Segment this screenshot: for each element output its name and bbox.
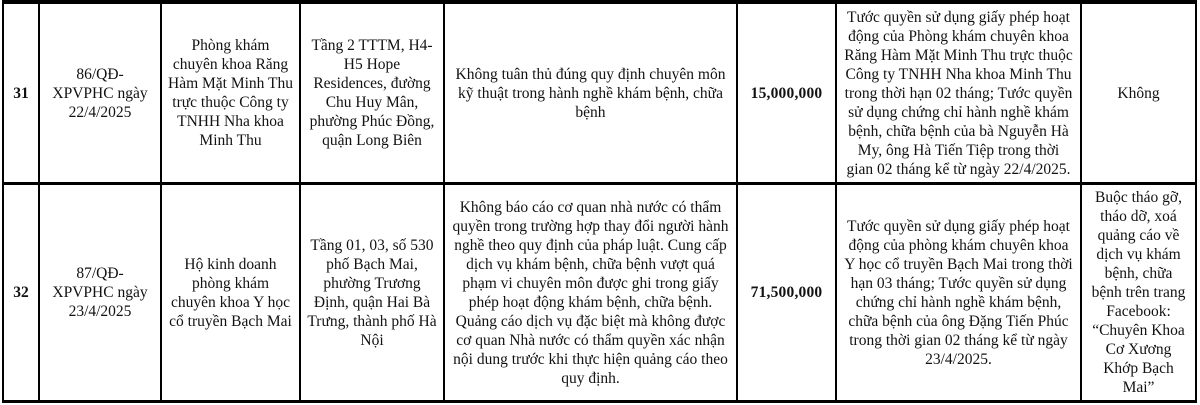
decision-number-cell: 86/QĐ-XPVPHC ngày 22/4/2025: [39, 2, 161, 184]
address-cell: Tầng 01, 03, số 530 phố Bạch Mai, phường Trương Định, quận Hai Bà Trưng, thành phố Hà Nội: [300, 184, 444, 402]
violation-cell: Không tuân thủ đúng quy định chuyên môn kỹ thuật trong hành nghề khám bệnh, chữa bệnh: [444, 2, 737, 184]
entity-name-cell: Phòng khám chuyên khoa Răng Hàm Mặt Minh Thu trực thuộc Công ty TNHH Nha khoa Minh Thu: [161, 2, 300, 184]
remedial-measure-cell: Buộc tháo gỡ, tháo dỡ, xoá quảng cáo về dịch vụ khám bệnh, chữa bệnh trên trang Facebook: “Chuyên Khoa Cơ Xương Khớp Bạch Mai”: [1081, 184, 1196, 402]
table-row: [3, 2, 1196, 184]
stt-cell: 32: [3, 184, 39, 402]
penalty-decisions-table: [2, 0, 1197, 403]
additional-penalty-cell: Tước quyền sử dụng giấy phép hoạt động của Phòng khám chuyên khoa Răng Hàm Mặt Minh Thu trực thuộc Công ty TNHH Nha khoa Minh Thu trong thời hạn 02 tháng; Tước quyền sử dụng chứng chỉ hành nghề khám bệnh, chữa bệnh của bà Nguyễn Hà My, ông Hà Tiến Tiệp trong thời gian 02 tháng kể từ ngày 22/4/2025.: [836, 2, 1081, 184]
fine-amount-cell: 15,000,000: [737, 2, 836, 184]
remedial-measure-cell: Không: [1081, 2, 1196, 184]
additional-penalty-cell: Tước quyền sử dụng giấy phép hoạt động của phòng khám chuyên khoa Y học cổ truyền Bạch Mai trong thời hạn 03 tháng; Tước quyền sử dụng chứng chỉ hành nghề khám bệnh, chữa bệnh của ông Đặng Tiến Phúc trong thời gian 02 tháng kể từ ngày 23/4/2025.: [836, 184, 1081, 402]
entity-name-cell: Hộ kinh doanh phòng khám chuyên khoa Y học cổ truyền Bạch Mai: [161, 184, 300, 402]
decision-number-cell: 87/QĐ-XPVPHC ngày 23/4/2025: [39, 184, 161, 402]
fine-amount-cell: 71,500,000: [737, 184, 836, 402]
address-cell: Tầng 2 TTTM, H4-H5 Hope Residences, đường Chu Huy Mân, phường Phúc Đồng, quận Long Biên: [300, 2, 444, 184]
violation-cell: Không báo cáo cơ quan nhà nước có thẩm quyền trong trường hợp thay đổi người hành nghề theo quy định của pháp luật. Cung cấp dịch vụ khám bệnh, chữa bệnh vượt quá phạm vi chuyên môn được ghi trong giấy phép hoạt động khám bệnh, chữa bệnh. Quảng cáo dịch vụ đặc biệt mà không được cơ quan Nhà nước có thẩm quyền xác nhận nội dung trước khi thực hiện quảng cáo theo quy định.: [444, 184, 737, 402]
table-row: [3, 184, 1196, 402]
stt-cell: 31: [3, 2, 39, 184]
